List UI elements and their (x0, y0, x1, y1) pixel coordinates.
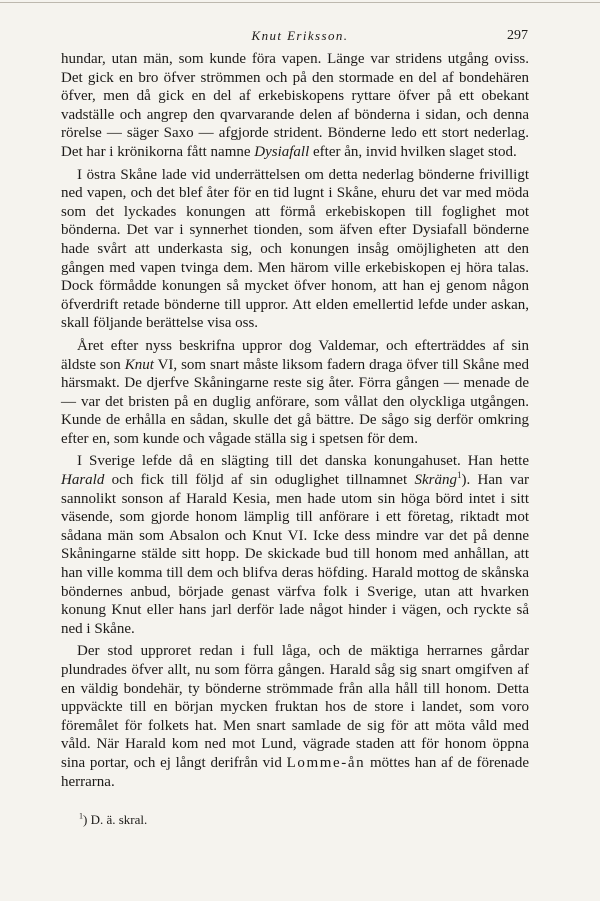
paragraph-1-text-a: hundar, utan män, som kunde föra vapen. Länge var stridens utgång oviss. Det gick en bro öfver strömmen och på den stormade en del af bondehären öfver, men då gick en del af erkebiskopens ryttare öfver på ett obekant vadställe och angrep den qvarvarande delen af bönderna i sidan, och denna rörelse — säger Saxo — afgjorde strident. Bönderne ledo ett stort nederlag. Det har i krönikorna fått namne (61, 51, 529, 160)
paragraph-5-text-a: Der stod upproret redan i full låga, och de mäktiga herrarnes gårdar plundrades öfver allt, nu som förra gången. Harald såg sig snart omgifven af en väldig bondehär, ty bönderne strömmade från alla håll till honom. Detta uppväckte till en början mycken fruktan hos de store i landet, som voro föremålet för folkets hat. Men snart samlade de sig för att möta våld med våld. När Harald kom ned mot Lund, vägrade staden att för honom öppna sina portar, och ej långt derifrån vid (61, 643, 529, 771)
running-title: Knut Eriksson. (251, 28, 349, 43)
person-name-harald: Harald (61, 472, 105, 489)
page-header (0, 22, 600, 44)
paragraph-4-text-a: I Sverige lefde då en slägting till det danska konungahuset. Han hette (77, 453, 529, 470)
footnote-marker: 1 (79, 811, 83, 821)
paragraph-3-text-b: VI, som snart måste liksom fadern draga öfver till Skåne med härsmakt. De djerfve Skåningarne reste sig åter. Förra gången — menade de — var det bristen på en duglig anförare, som vållat den olyckliga utgången. Kunde de erhålla en sådan, skulle det gå bättre. De sågo sig derför omkring efter en, som kunde och vågade ställa sig i spetsen för dem. (61, 356, 529, 447)
paragraph-5-text-b: möttes han af de förenade herrarna. (61, 754, 529, 790)
body-text (61, 50, 529, 791)
paragraph-1-text-b: efter ån, invid hvilken slaget stod. (309, 143, 517, 160)
footnote-reference: 1 (456, 470, 462, 481)
top-rule (0, 2, 600, 3)
page-number: 297 (507, 28, 528, 43)
nickname-skrang: Skräng (414, 472, 457, 489)
paragraph-3-text-a: Året efter nyss beskrifna uppror dog Valdemar, och efterträddes af sin äldste son (61, 337, 529, 373)
river-name-lomme-an: Lomme-ån (286, 754, 366, 771)
paragraph-4-text-b: och fick till följd af sin oduglighet tillnamnet (104, 472, 415, 489)
paragraph-5 (61, 642, 529, 791)
place-name-dysiafall: Dysiafall (254, 143, 310, 160)
footnote (79, 812, 147, 828)
king-name-knut: Knut (124, 356, 154, 373)
paragraph-2: I östra Skåne lade vid underrättelsen om detta nederlag bönderne frivilligt ned vapen, och det blef åter för en tid lugnt i Skåne, ehuru det var med möda som det lyckades konungen att förmå erkebiskopen till foglighet mot bönderna. Det var i synnerhet tionden, som äfven efter Dysiafall bönderne hade svårt att underkasta sig, och konungen insåg omöjligheten att den gången med vapen tvinga dem. Men härom ville erkebiskopen ej höra talas. Dock förmådde konungen så mycket öfver honom, att han ej genom någon öfverdrift retade bönderne till uppror. Att elden emellertid lefde under askan, skall följande berättelse visa oss. (61, 166, 529, 332)
footnote-text: ) D. ä. skral. (83, 812, 148, 827)
paragraph-3 (61, 337, 529, 449)
paragraph-4 (61, 452, 529, 638)
paragraph-4-text-c: ). Han var sannolikt sonson af Harald Kesia, men hade utom sin höga börd intet i sitt väsende, som gjorde honom lämplig till anförare i ett företag, riktadt mot sådana män som Absalon och Knut VI. Icke dess mindre var det på denne Skåningarne stälde sitt hopp. De skickade bud till honom med anhållan, att han ville komma till dem och blifva deras höfding. Harald mottog de skånska böndernes anbud, började genast värfva folk i Sverige, utan att hvarken konung Knut eller hans jarl derför lade något hinder i vägen, och ryckte så ned i Skåne. (61, 472, 530, 637)
paragraph-1 (61, 50, 529, 162)
